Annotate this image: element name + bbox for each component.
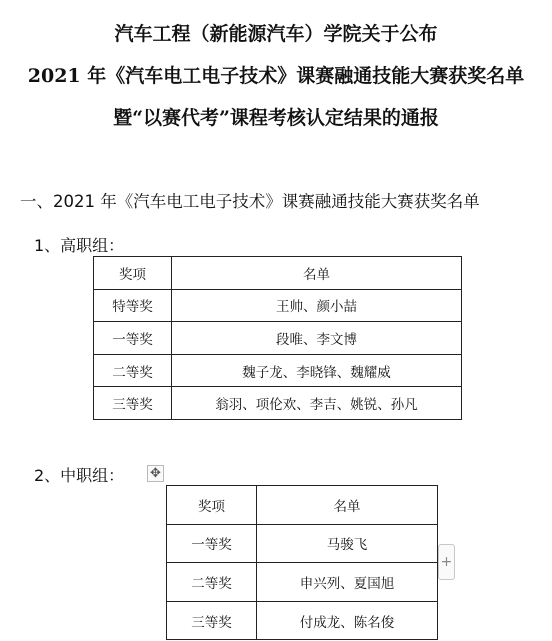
doc-title-line-2: 2021 年《汽车电工电子技术》课赛融通技能大赛获奖名单: [27, 65, 525, 87]
award-cell[interactable]: 三等奖: [167, 601, 257, 640]
header-award[interactable]: 奖项: [167, 486, 257, 525]
header-award[interactable]: 奖项: [94, 257, 172, 290]
header-names[interactable]: 名单: [257, 486, 438, 525]
table-header-row: [167, 486, 438, 525]
section-heading: 一、2021 年《汽车电工电子技术》课赛融通技能大赛获奖名单: [20, 192, 480, 211]
group-label-secondary-vocational: 2、中职组：: [34, 466, 125, 485]
group-label-higher-vocational: 1、高职组：: [34, 236, 125, 255]
table-header-row: [94, 257, 462, 290]
table-row: [94, 354, 462, 387]
move-arrows-icon[interactable]: ✥: [147, 465, 164, 482]
names-cell[interactable]: 王帅、颜小喆: [172, 289, 462, 322]
names-cell[interactable]: 翁羽、项伦欢、李吉、姚锐、孙凡: [172, 387, 462, 420]
award-cell[interactable]: 二等奖: [94, 354, 172, 387]
doc-title-line-1: 汽车工程（新能源汽车）学院关于公布: [114, 23, 438, 45]
award-cell[interactable]: 一等奖: [167, 524, 257, 563]
table-row: [167, 601, 438, 640]
header-names[interactable]: 名单: [172, 257, 462, 290]
award-cell[interactable]: 三等奖: [94, 387, 172, 420]
table-row: [94, 289, 462, 322]
names-cell[interactable]: 魏子龙、李晓锋、魏耀威: [172, 354, 462, 387]
awards-table-secondary-vocational[interactable]: [166, 485, 438, 640]
awards-table-higher-vocational[interactable]: [93, 256, 462, 420]
award-cell[interactable]: 二等奖: [167, 563, 257, 602]
table-row: [94, 322, 462, 355]
table-row: [167, 563, 438, 602]
names-cell[interactable]: 马骏飞: [257, 524, 438, 563]
plus-icon[interactable]: +: [438, 544, 455, 580]
names-cell[interactable]: 付成龙、陈名俊: [257, 601, 438, 640]
doc-title-line-3: 暨“以赛代考”课程考核认定结果的通报: [113, 107, 439, 129]
award-cell[interactable]: 特等奖: [94, 289, 172, 322]
names-cell[interactable]: 段唯、李文博: [172, 322, 462, 355]
table-row: [167, 524, 438, 563]
award-cell[interactable]: 一等奖: [94, 322, 172, 355]
table-row: [94, 387, 462, 420]
names-cell[interactable]: 申兴列、夏国旭: [257, 563, 438, 602]
